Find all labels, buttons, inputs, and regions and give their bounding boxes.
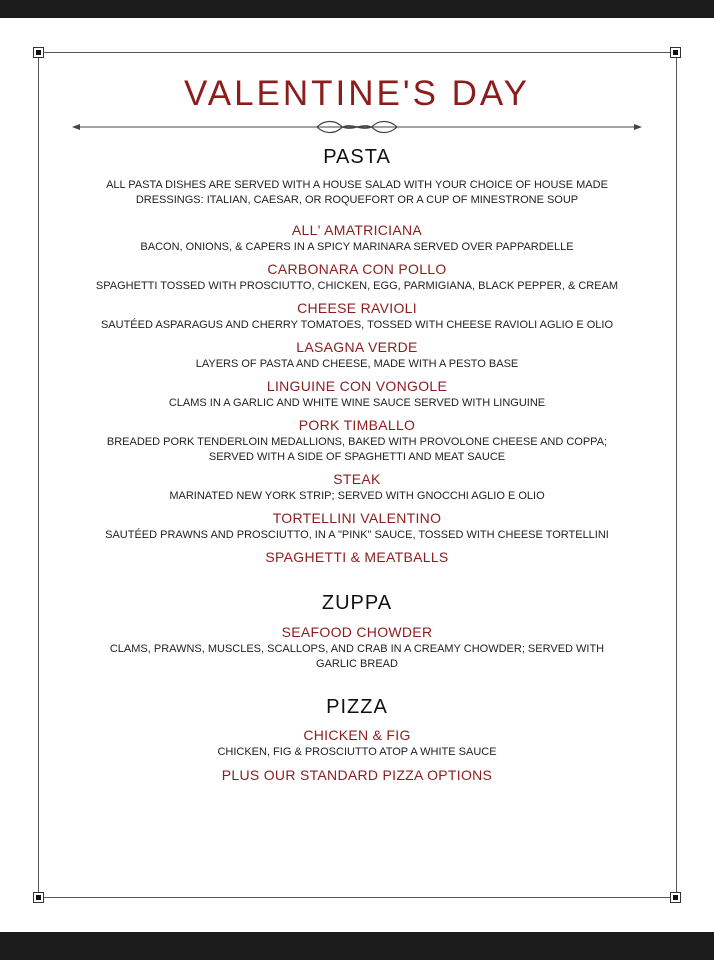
corner-ornament-bottom-right	[670, 892, 681, 903]
dish-name: SPAGHETTI & MEATBALLS	[265, 549, 449, 565]
dish-description: CLAMS, PRAWNS, MUSCLES, SCALLOPS, AND CRAB IN A CREAMY CHOWDER; SERVED WITH GARLIC BREAD	[109, 643, 605, 670]
frame-top-line	[38, 52, 676, 53]
dish-description: SAUTÉED ASPARAGUS AND CHERRY TOMATOES, TOSSED WITH CHEESE RAVIOLI AGLIO E OLIO	[100, 319, 614, 331]
frame-right-line	[676, 52, 677, 897]
dish-name: PORK TIMBALLO	[298, 417, 416, 433]
dish-description: SPAGHETTI TOSSED WITH PROSCIUTTO, CHICKEN, EGG, PARMIGIANA, BLACK PEPPER, & CREAM	[95, 280, 619, 292]
dish-name: ALL' AMATRICIANA	[291, 222, 423, 238]
dish-description: CHICKEN, FIG & PROSCIUTTO ATOP A WHITE SAUCE	[217, 746, 497, 758]
menu-page	[0, 18, 714, 932]
dish-name: LASAGNA VERDE	[296, 339, 418, 355]
frame-bottom-line	[38, 897, 676, 898]
dish-name: STEAK	[333, 471, 381, 487]
dish-description: BACON, ONIONS, & CAPERS IN A SPICY MARINARA SERVED OVER PAPPARDELLE	[140, 241, 574, 253]
frame-left-line	[38, 52, 39, 897]
flourish-divider	[72, 119, 642, 135]
dish-description: CLAMS IN A GARLIC AND WHITE WINE SAUCE SERVED WITH LINGUINE	[168, 397, 546, 409]
menu-title: VALENTINE'S DAY	[183, 74, 531, 113]
corner-ornament-bottom-left	[33, 892, 44, 903]
dish-name: CARBONARA CON POLLO	[267, 261, 447, 277]
dish-name: SEAFOOD CHOWDER	[281, 624, 433, 640]
corner-ornament-top-right	[670, 47, 681, 58]
section-heading-pizza: PIZZA	[326, 696, 388, 718]
dish-name: CHICKEN & FIG	[303, 727, 411, 743]
dish-description: BREADED PORK TENDERLOIN MEDALLIONS, BAKED WITH PROVOLONE CHEESE AND COPPA; SERVED WITH A SIDE OF SPAGHETTI AND MEAT SAUCE	[106, 436, 608, 463]
dish-name: LINGUINE CON VONGOLE	[266, 378, 448, 394]
section-heading-zuppa: ZUPPA	[321, 592, 393, 614]
dish-description: SAUTÉED PRAWNS AND PROSCIUTTO, IN A "PINK" SAUCE, TOSSED WITH CHEESE TORTELLINI	[105, 529, 609, 541]
section-heading-pasta: PASTA	[323, 146, 391, 168]
dish-description: LAYERS OF PASTA AND CHEESE, MADE WITH A PESTO BASE	[195, 358, 519, 370]
corner-ornament-top-left	[33, 47, 44, 58]
pasta-intro-text: ALL PASTA DISHES ARE SERVED WITH A HOUSE SALAD WITH YOUR CHOICE OF HOUSE MADE DRESSINGS: ITALIAN, CAESAR, OR ROQUEFORT OR A CUP OF MINESTRONE SOUP	[106, 179, 608, 206]
dish-name: CHEESE RAVIOLI	[297, 300, 417, 316]
dish-name: PLUS OUR STANDARD PIZZA OPTIONS	[221, 767, 493, 783]
dish-name: TORTELLINI VALENTINO	[272, 510, 442, 526]
dish-description: MARINATED NEW YORK STRIP; SERVED WITH GNOCCHI AGLIO E OLIO	[169, 490, 545, 502]
